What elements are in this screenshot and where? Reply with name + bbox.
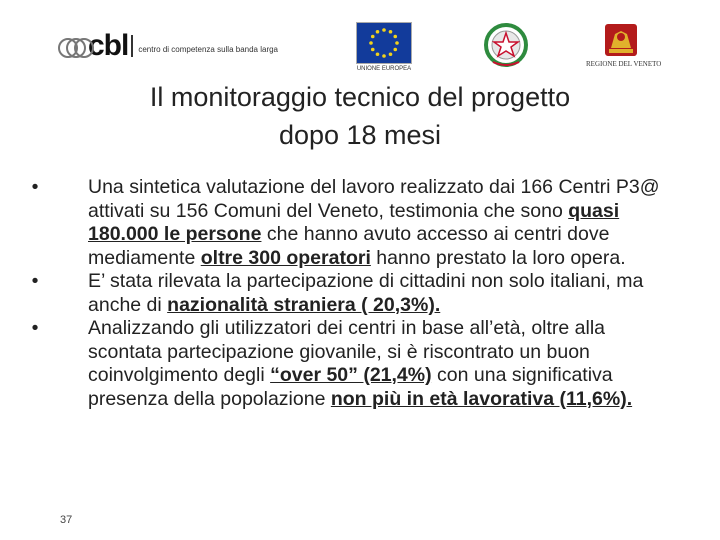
cbl-tagline: centro di competenza sulla banda larga — [138, 44, 279, 54]
eu-flag-icon — [356, 22, 412, 64]
eu-star-icon — [376, 52, 380, 56]
bullet-text-segment: Una sintetica valutazione del lavoro realizzato dai 166 Centri P3@ attivati su 156 Comuni del Veneto, testimonia che sono — [88, 176, 660, 222]
emphasized-text: quasi 180.000 le persone — [88, 199, 620, 245]
bullet-item — [30, 270, 680, 317]
eu-star-icon — [371, 35, 375, 39]
eu-star-icon — [389, 52, 393, 56]
cbl-divider — [131, 35, 133, 57]
eu-star-icon — [395, 41, 399, 45]
cbl-logo — [58, 28, 278, 64]
slide-title-line-2: dopo 18 mesi — [278, 120, 442, 150]
eu-star-icon — [393, 48, 397, 52]
bullet-text-segment: che hanno avuto accesso ai centri dove mediamente — [88, 223, 610, 269]
bullet-symbol: • — [31, 270, 39, 292]
bullet-symbol: • — [31, 317, 39, 339]
veneto-lion-icon — [603, 22, 639, 58]
bullet-text-segment: con una significativa presenza della popolazione — [88, 364, 613, 410]
bullet-item — [30, 176, 680, 270]
eu-star-icon — [369, 41, 373, 45]
bullet-text-segment: E’ stata rilevata la partecipazione di cittadini non solo italiani, ma anche di — [88, 270, 644, 316]
slide-title-line-1: Il monitoraggio tecnico del progetto — [149, 82, 571, 112]
cbl-rings-icon — [58, 31, 92, 61]
emphasized-text: nazionalità straniera ( 20,3%). — [167, 293, 441, 316]
eu-caption: UNIONE EUROPEA — [356, 66, 412, 72]
eu-star-icon — [376, 30, 380, 34]
emphasized-text: non più in età lavorativa (11,6%). — [330, 387, 633, 410]
eu-star-icon — [389, 30, 393, 34]
slide-header — [0, 0, 720, 80]
bullet-text — [88, 176, 680, 270]
italian-republic-emblem-icon — [483, 22, 529, 68]
eu-star-icon — [382, 28, 386, 32]
bullet-text — [88, 317, 680, 411]
eu-logo — [356, 22, 412, 72]
emphasized-text: “over 50” (21,4%) — [270, 364, 432, 386]
bullet-text — [88, 270, 680, 317]
veneto-caption: REGIONE DEL VENETO — [586, 60, 662, 68]
eu-star-icon — [393, 35, 397, 39]
cbl-wordmark: cbl — [88, 29, 129, 62]
regione-veneto-logo — [586, 22, 662, 68]
slide-title — [60, 78, 660, 154]
bullet-text-segment: Analizzando gli utilizzatori dei centri in base all’età, oltre alla scontata partecipazione giovanile, si è riscontrato un buon coinvolgimento degli — [88, 317, 606, 386]
eu-star-icon — [382, 54, 386, 58]
bullet-text-segment: hanno prestato la loro opera. — [370, 246, 626, 269]
bullet-symbol: • — [31, 176, 39, 198]
page-number: 37 — [60, 514, 73, 526]
bullet-list — [30, 176, 680, 411]
emphasized-text: oltre 300 operatori — [200, 246, 371, 269]
eu-star-icon — [371, 48, 375, 52]
bullet-item — [30, 317, 680, 411]
